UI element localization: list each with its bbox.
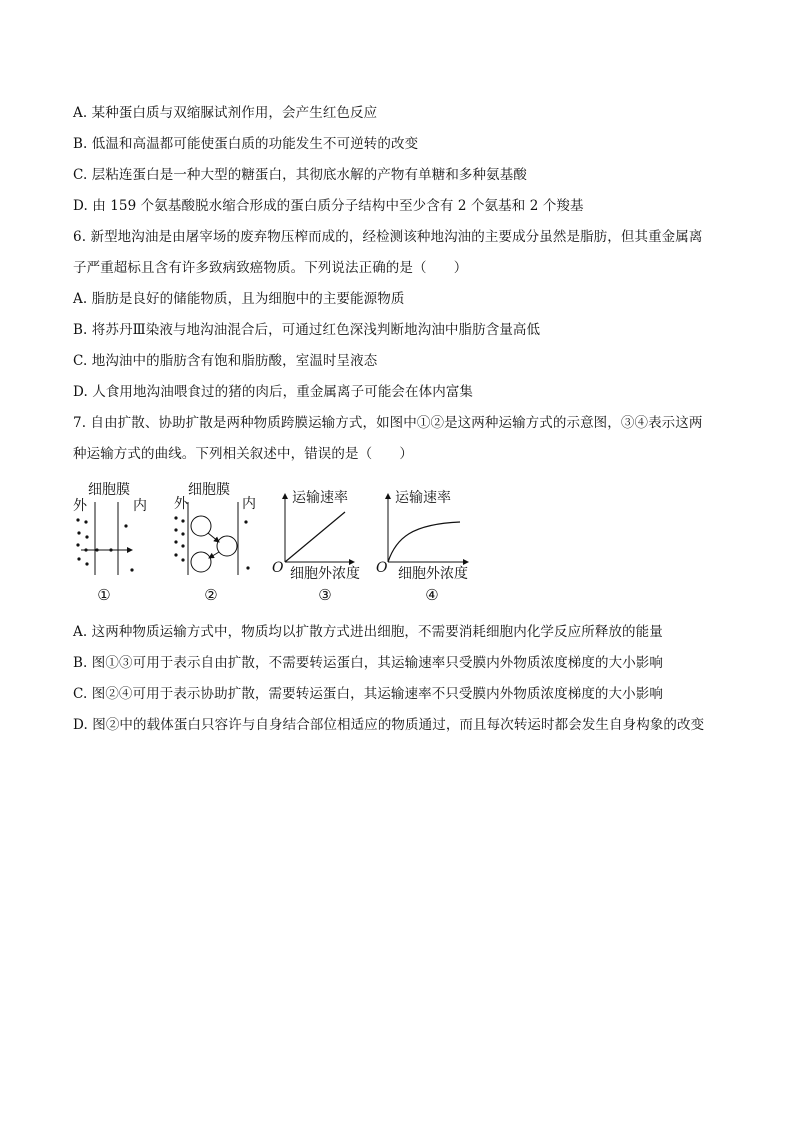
panel-3-number: ③ <box>318 586 332 604</box>
panel-2-arrow-1 <box>208 533 219 542</box>
panel-3-linear-curve <box>272 489 360 604</box>
panel-4-y-label: 运输速率 <box>395 490 451 506</box>
panel-1-number: ① <box>97 586 111 604</box>
panel-2-carrier-protein-shifted <box>217 536 237 556</box>
panel-2-number: ② <box>204 586 218 604</box>
panel-2-facilitated-diffusion <box>174 482 256 604</box>
panel-2-outside-molecules <box>174 516 184 561</box>
q7-option-c: C. 图②④可用于表示协助扩散，需要转运蛋白，其运输速率不只受膜内外物质浓度梯度的大小影响 <box>73 686 663 702</box>
panel-2-inside-molecules <box>244 520 249 569</box>
panel-1-free-diffusion <box>73 482 147 604</box>
panel-3-y-label: 运输速率 <box>292 490 348 506</box>
panel-3-linear-line <box>285 512 345 562</box>
q6-stem-line2: 子严重超标且含有许多致病致癌物质。下列说法正确的是（ ） <box>73 260 468 276</box>
q7-stem-line2: 种运输方式的曲线。下列相关叙述中，错误的是（ ） <box>73 446 413 462</box>
q7-option-d: D. 图②中的载体蛋白只容许与自身结合部位相适应的物质通过，而且每次转运时都会发生自身构象的改变 <box>73 717 705 733</box>
q5-option-c: C. 层粘连蛋白是一种大型的糖蛋白，其彻底水解的产物有单糖和多种氨基酸 <box>73 167 527 183</box>
panel-4-origin: O <box>376 560 388 576</box>
panel-2-inside-label: 内 <box>242 496 256 512</box>
q6-option-d: D. 人食用地沟油喂食过的猪的肉后，重金属离子可能会在体内富集 <box>73 384 474 400</box>
q5-option-b: B. 低温和高温都可能使蛋白质的功能发生不可逆转的改变 <box>73 136 419 152</box>
q5-option-a: A. 某种蛋白质与双缩脲试剂作用，会产生红色反应 <box>73 105 378 121</box>
panel-4-saturation-curve <box>376 489 468 604</box>
q7-option-a: A. 这两种物质运输方式中，物质均以扩散方式进出细胞，不需要消耗细胞内化学反应所释放的能量 <box>73 624 663 640</box>
q7-stem-line1: 7. 自由扩散、协助扩散是两种物质跨膜运输方式，如图中①②是这两种运输方式的示意图，③④表示这两 <box>73 415 703 431</box>
q6-option-a: A. 脂肪是良好的储能物质，且为细胞中的主要能源物质 <box>73 291 405 307</box>
panel-2-carrier-protein-reset <box>191 552 211 572</box>
panel-1-inside-label: 内 <box>133 498 147 514</box>
panel-1-outside-molecules <box>76 518 88 565</box>
q6-stem-line1: 6. 新型地沟油是由屠宰场的废弃物压榨而成的，经检测该种地沟油的主要成分虽然是脂肪，但其重金属离 <box>73 229 703 245</box>
q6-option-c: C. 地沟油中的脂肪含有饱和脂肪酸，室温时呈液态 <box>73 353 378 369</box>
panel-2-membrane-label: 细胞膜 <box>188 482 230 498</box>
panel-3-x-label: 细胞外浓度 <box>290 566 360 582</box>
panel-2-outside-label: 外 <box>174 496 188 512</box>
panel-1-inside-molecules <box>124 524 133 571</box>
panel-4-x-label: 细胞外浓度 <box>398 566 468 582</box>
panel-1-outside-label: 外 <box>73 498 87 514</box>
transport-figure <box>70 480 490 610</box>
panel-3-origin: O <box>272 560 284 576</box>
panel-1-membrane-label: 细胞膜 <box>88 482 130 498</box>
q7-option-b: B. 图①③可用于表示自由扩散，不需要转运蛋白，其运输速率只受膜内外物质浓度梯度的大小影响 <box>73 655 664 671</box>
panel-4-saturation-line <box>388 522 460 562</box>
panel-4-number: ④ <box>425 586 439 604</box>
panel-2-arrow-2 <box>209 552 219 558</box>
q6-option-b: B. 将苏丹Ⅲ染液与地沟油混合后，可通过红色深浅判断地沟油中脂肪含量高低 <box>73 322 541 338</box>
q5-option-d: D. 由 159 个氨基酸脱水缩合形成的蛋白质分子结构中至少含有 2 个氨基和 2 个羧基 <box>73 198 584 214</box>
